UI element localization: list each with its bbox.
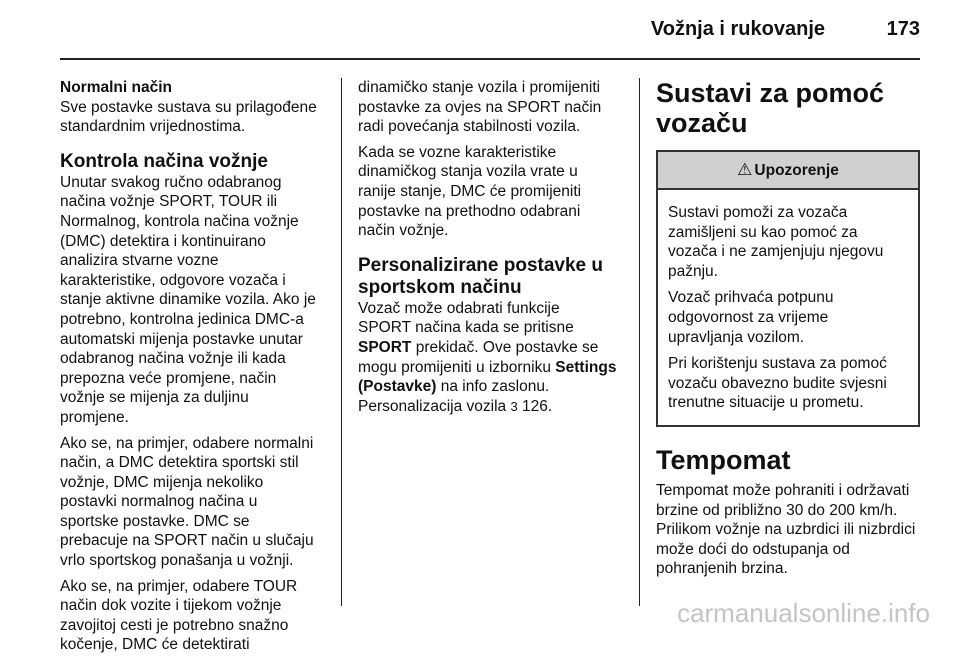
column-2 — [358, 78, 626, 422]
watermark: carmanualsonline.info — [677, 598, 930, 628]
warning-body — [658, 190, 918, 425]
dmc-paragraph-4: dinamičko stanje vozila i promijeniti postavke za ovjes na SPORT način radi povećanja stabilnosti vozila. — [358, 79, 602, 136]
warning-triangle-icon: ⚠ — [737, 160, 753, 179]
warning-paragraph-2: Vozač prihvaća potpunu odgovornost za vrijeme upravljanja vozilom. — [668, 289, 834, 346]
sport-text-b: prekidač. Ove postavke se mogu promijeniti u izborniku — [358, 338, 599, 376]
cruise-control-heading: Tempomat — [656, 444, 791, 475]
driving-mode-control-heading: Kontrola načina vožnje — [60, 150, 268, 172]
column-3 — [656, 78, 920, 585]
warning-title: Upozorenje — [754, 162, 839, 179]
page-reference-icon: 3 — [510, 398, 518, 414]
sport-button-label: SPORT — [358, 338, 412, 356]
normal-mode-text: Sve postavke sustava su prilagođene standardnim vrijednostima. — [60, 98, 317, 136]
settings-menu-label: Settings (Postavke) — [358, 358, 617, 396]
page-number: 173 — [886, 18, 920, 40]
warning-header — [658, 152, 918, 190]
header-rule — [60, 58, 920, 60]
sport-text-a: Vozač može odabrati funkcije SPORT načina kada se pritisne — [358, 299, 574, 337]
column-divider — [639, 78, 640, 606]
sport-settings-heading: Personalizirane postavke u sportskom načinu — [358, 254, 603, 298]
normal-mode-heading: Normalni način — [60, 79, 172, 96]
column-1 — [60, 78, 328, 661]
dmc-paragraph-1: Unutar svakog ručno odabranog načina vožnje SPORT, TOUR ili Normalnog, kontrola načina vožnje (DMC) detektira i kontinuirano analizira stvarne vozne karakteristike, odgovore vozača i stanje aktivne dinamike vozila. Ako je potrebno, kontrolna jedinica DMC-a automatski mijenja postavke unutar odabranog načina vožnje ili kada prepozna veće promjene, način vožnje se mijenja za duljinu promjene. — [60, 173, 316, 426]
warning-box — [656, 150, 920, 427]
column-divider — [341, 78, 342, 606]
warning-paragraph-3: Pri korištenju sustava za pomoć vozaču obavezno budite svjesni trenutne situacije u prometu. — [668, 355, 887, 412]
driver-assistance-heading: Sustavi za pomoć vozaču — [656, 78, 885, 138]
dmc-paragraph-5: Kada se vozne karakteristike dinamičkog stanja vozila vrate u ranije stanje, DMC će promijeniti postavke na prethodno odabrani način vožnje. — [358, 143, 582, 240]
page-reference-number: 126. — [517, 397, 553, 415]
cruise-control-paragraph: Tempomat može pohraniti i održavati brzine od približno 30 do 200 km/h. Prilikom vožnje na uzbrdici ili nizbrdici može doći do odstupanja od pohranjenih brzina. — [656, 481, 916, 578]
dmc-paragraph-3: Ako se, na primjer, odabere TOUR način dok vozite i tijekom vožnje zavojitoj cesti je potrebno snažno kočenje, DMC će detektirati — [60, 577, 298, 654]
sport-text-c: na info zaslonu. Personalizacija vozila — [358, 378, 550, 415]
warning-paragraph-1: Sustavi pomoži za vozača zamišljeni su kao pomoć za vozača i ne zamjenjuju njegovu pažnju. — [668, 204, 884, 280]
running-header: Vožnja i rukovanje — [650, 18, 825, 40]
sport-settings-paragraph — [358, 299, 626, 417]
dmc-paragraph-2: Ako se, na primjer, odabere normalni način, a DMC detektira sportski stil vožnje, DMC mijenja nekoliko postavki normalnog načina u sportske postavke. DMC se prebacuje na SPORT način u slučaju vrlo sportskog ponašanja u vožnji. — [60, 434, 314, 570]
